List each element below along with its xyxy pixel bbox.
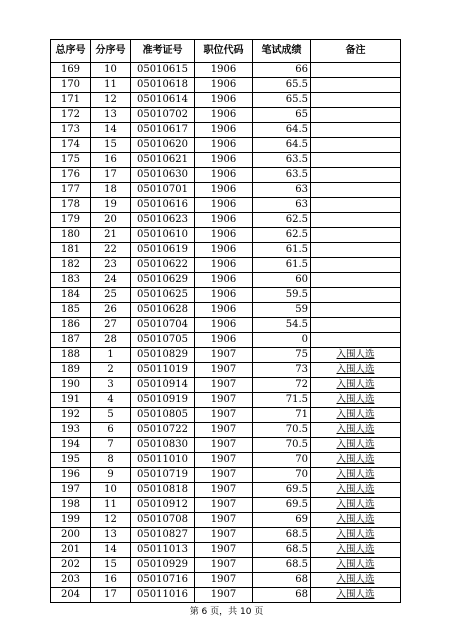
remark-cell: 入围人选: [311, 468, 401, 483]
sub-seq-cell: 19: [91, 198, 131, 213]
position-code-cell: 1907: [195, 558, 253, 573]
remark-cell: 入围人选: [311, 573, 401, 588]
exam-id-cell: 05010619: [131, 243, 195, 258]
written-score-cell: 63: [253, 183, 311, 198]
table-row: [51, 168, 401, 183]
table-row: [51, 468, 401, 483]
page-footer: 第 6 页，共 10 页: [189, 607, 264, 617]
table-row: [51, 183, 401, 198]
written-score-cell: 68.5: [253, 543, 311, 558]
remark-cell: 入围人选: [311, 558, 401, 573]
table-row: [51, 63, 401, 78]
position-code-cell: 1906: [195, 198, 253, 213]
remark-cell: [311, 63, 401, 78]
exam-id-cell: 05010914: [131, 378, 195, 393]
position-code-cell: 1906: [195, 168, 253, 183]
sub-seq-cell: 3: [91, 378, 131, 393]
exam-id-cell: 05010929: [131, 558, 195, 573]
total-seq-cell: 204: [51, 588, 91, 603]
remark-cell: [311, 318, 401, 333]
position-code-cell: 1907: [195, 348, 253, 363]
total-seq-cell: 188: [51, 348, 91, 363]
total-seq-cell: 172: [51, 108, 91, 123]
written-score-cell: 0: [253, 333, 311, 348]
table-row: [51, 108, 401, 123]
sub-seq-cell: 17: [91, 588, 131, 603]
table-body: [51, 63, 401, 603]
written-score-cell: 72: [253, 378, 311, 393]
sub-seq-cell: 5: [91, 408, 131, 423]
header-total-seq: 总序号: [51, 40, 91, 63]
sub-seq-cell: 15: [91, 558, 131, 573]
total-seq-cell: 180: [51, 228, 91, 243]
remark-cell: 入围人选: [311, 363, 401, 378]
position-code-cell: 1906: [195, 108, 253, 123]
written-score-cell: 61.5: [253, 243, 311, 258]
exam-id-cell: 05010621: [131, 153, 195, 168]
sub-seq-cell: 4: [91, 393, 131, 408]
table-row: [51, 588, 401, 603]
remark-cell: 入围人选: [311, 498, 401, 513]
total-seq-cell: 203: [51, 573, 91, 588]
remark-cell: [311, 108, 401, 123]
written-score-cell: 68.5: [253, 528, 311, 543]
sub-seq-cell: 22: [91, 243, 131, 258]
written-score-cell: 65.5: [253, 93, 311, 108]
position-code-cell: 1906: [195, 213, 253, 228]
sub-seq-cell: 21: [91, 228, 131, 243]
total-seq-cell: 200: [51, 528, 91, 543]
table-row: [51, 138, 401, 153]
written-score-cell: 62.5: [253, 228, 311, 243]
exam-id-cell: 05010830: [131, 438, 195, 453]
exam-id-cell: 05010614: [131, 93, 195, 108]
remark-cell: [311, 258, 401, 273]
table-row: [51, 483, 401, 498]
total-seq-cell: 181: [51, 243, 91, 258]
total-seq-cell: 171: [51, 93, 91, 108]
exam-id-cell: 05011010: [131, 453, 195, 468]
remark-cell: [311, 168, 401, 183]
remark-cell: [311, 333, 401, 348]
table-row: [51, 273, 401, 288]
total-seq-cell: 199: [51, 513, 91, 528]
position-code-cell: 1906: [195, 153, 253, 168]
total-seq-cell: 201: [51, 543, 91, 558]
table-row: [51, 378, 401, 393]
remark-cell: [311, 138, 401, 153]
total-seq-cell: 178: [51, 198, 91, 213]
header-exam-id: 准考证号: [131, 40, 195, 63]
table-row: [51, 198, 401, 213]
total-seq-cell: 196: [51, 468, 91, 483]
exam-id-cell: 05010623: [131, 213, 195, 228]
total-seq-cell: 179: [51, 213, 91, 228]
position-code-cell: 1906: [195, 228, 253, 243]
exam-id-cell: 05011016: [131, 588, 195, 603]
total-seq-cell: 189: [51, 363, 91, 378]
position-code-cell: 1907: [195, 543, 253, 558]
table-row: [51, 303, 401, 318]
remark-cell: [311, 303, 401, 318]
position-code-cell: 1907: [195, 588, 253, 603]
total-seq-cell: 173: [51, 123, 91, 138]
exam-id-cell: 05010829: [131, 348, 195, 363]
position-code-cell: 1906: [195, 273, 253, 288]
position-code-cell: 1906: [195, 63, 253, 78]
sub-seq-cell: 28: [91, 333, 131, 348]
total-seq-cell: 202: [51, 558, 91, 573]
total-seq-cell: 174: [51, 138, 91, 153]
exam-id-cell: 05010616: [131, 198, 195, 213]
table-row: [51, 453, 401, 468]
remark-cell: [311, 243, 401, 258]
exam-id-cell: 05010701: [131, 183, 195, 198]
written-score-cell: 59: [253, 303, 311, 318]
exam-id-cell: 05010610: [131, 228, 195, 243]
written-score-cell: 71.5: [253, 393, 311, 408]
header-position-code: 职位代码: [195, 40, 253, 63]
total-seq-cell: 176: [51, 168, 91, 183]
exam-id-cell: 05010722: [131, 423, 195, 438]
total-seq-cell: 194: [51, 438, 91, 453]
exam-id-cell: 05010615: [131, 63, 195, 78]
written-score-cell: 68: [253, 573, 311, 588]
sub-seq-cell: 16: [91, 153, 131, 168]
remark-cell: 入围人选: [311, 348, 401, 363]
position-code-cell: 1906: [195, 288, 253, 303]
table-row: [51, 228, 401, 243]
position-code-cell: 1906: [195, 123, 253, 138]
exam-id-cell: 05010617: [131, 123, 195, 138]
position-code-cell: 1906: [195, 303, 253, 318]
table-row: [51, 123, 401, 138]
position-code-cell: 1907: [195, 438, 253, 453]
sub-seq-cell: 27: [91, 318, 131, 333]
remark-cell: [311, 228, 401, 243]
position-code-cell: 1907: [195, 408, 253, 423]
sub-seq-cell: 18: [91, 183, 131, 198]
remark-cell: 入围人选: [311, 528, 401, 543]
total-seq-cell: 197: [51, 483, 91, 498]
sub-seq-cell: 2: [91, 363, 131, 378]
sub-seq-cell: 11: [91, 78, 131, 93]
remark-cell: 入围人选: [311, 543, 401, 558]
total-seq-cell: 186: [51, 318, 91, 333]
sub-seq-cell: 12: [91, 513, 131, 528]
header-remark: 备注: [311, 40, 401, 63]
written-score-cell: 70.5: [253, 423, 311, 438]
sub-seq-cell: 24: [91, 273, 131, 288]
exam-id-cell: 05010827: [131, 528, 195, 543]
position-code-cell: 1906: [195, 333, 253, 348]
remark-cell: [311, 213, 401, 228]
exam-id-cell: 05010805: [131, 408, 195, 423]
table-row: [51, 558, 401, 573]
written-score-cell: 64.5: [253, 123, 311, 138]
sub-seq-cell: 20: [91, 213, 131, 228]
remark-cell: 入围人选: [311, 513, 401, 528]
written-score-cell: 63.5: [253, 153, 311, 168]
position-code-cell: 1906: [195, 258, 253, 273]
written-score-cell: 73: [253, 363, 311, 378]
total-seq-cell: 190: [51, 378, 91, 393]
table-row: [51, 438, 401, 453]
exam-id-cell: 05010630: [131, 168, 195, 183]
sub-seq-cell: 26: [91, 303, 131, 318]
position-code-cell: 1906: [195, 138, 253, 153]
written-score-cell: 70: [253, 453, 311, 468]
written-score-cell: 65: [253, 108, 311, 123]
exam-id-cell: 05010716: [131, 573, 195, 588]
table-row: [51, 423, 401, 438]
exam-id-cell: 05011013: [131, 543, 195, 558]
remark-cell: 入围人选: [311, 438, 401, 453]
sub-seq-cell: 7: [91, 438, 131, 453]
table-row: [51, 153, 401, 168]
total-seq-cell: 177: [51, 183, 91, 198]
table-row: [51, 348, 401, 363]
sub-seq-cell: 12: [91, 93, 131, 108]
score-table: [50, 39, 401, 603]
written-score-cell: 59.5: [253, 288, 311, 303]
table-row: [51, 408, 401, 423]
remark-cell: [311, 288, 401, 303]
remark-cell: [311, 78, 401, 93]
position-code-cell: 1907: [195, 573, 253, 588]
written-score-cell: 54.5: [253, 318, 311, 333]
exam-id-cell: 05011019: [131, 363, 195, 378]
written-score-cell: 64.5: [253, 138, 311, 153]
remark-cell: 入围人选: [311, 408, 401, 423]
position-code-cell: 1906: [195, 243, 253, 258]
remark-cell: 入围人选: [311, 588, 401, 603]
position-code-cell: 1907: [195, 528, 253, 543]
table-row: [51, 543, 401, 558]
sub-seq-cell: 14: [91, 123, 131, 138]
position-code-cell: 1907: [195, 513, 253, 528]
exam-id-cell: 05010618: [131, 78, 195, 93]
written-score-cell: 68.5: [253, 558, 311, 573]
written-score-cell: 75: [253, 348, 311, 363]
written-score-cell: 70: [253, 468, 311, 483]
table-row: [51, 393, 401, 408]
position-code-cell: 1907: [195, 498, 253, 513]
position-code-cell: 1906: [195, 93, 253, 108]
written-score-cell: 69.5: [253, 498, 311, 513]
exam-id-cell: 05010622: [131, 258, 195, 273]
sub-seq-cell: 16: [91, 573, 131, 588]
written-score-cell: 70.5: [253, 438, 311, 453]
table-row: [51, 288, 401, 303]
remark-cell: [311, 273, 401, 288]
header-row: [51, 40, 401, 63]
total-seq-cell: 175: [51, 153, 91, 168]
written-score-cell: 61.5: [253, 258, 311, 273]
position-code-cell: 1906: [195, 318, 253, 333]
sub-seq-cell: 25: [91, 288, 131, 303]
total-seq-cell: 170: [51, 78, 91, 93]
written-score-cell: 69.5: [253, 483, 311, 498]
written-score-cell: 63.5: [253, 168, 311, 183]
table-row: [51, 513, 401, 528]
position-code-cell: 1907: [195, 363, 253, 378]
sub-seq-cell: 13: [91, 108, 131, 123]
position-code-cell: 1906: [195, 183, 253, 198]
header-sub-seq: 分序号: [91, 40, 131, 63]
written-score-cell: 63: [253, 198, 311, 213]
sub-seq-cell: 6: [91, 423, 131, 438]
table-row: [51, 93, 401, 108]
header-written-score: 笔试成绩: [253, 40, 311, 63]
table-header: [51, 40, 401, 63]
remark-cell: [311, 183, 401, 198]
written-score-cell: 66: [253, 63, 311, 78]
sub-seq-cell: 14: [91, 543, 131, 558]
exam-id-cell: 05010628: [131, 303, 195, 318]
exam-id-cell: 05010625: [131, 288, 195, 303]
position-code-cell: 1907: [195, 393, 253, 408]
sub-seq-cell: 1: [91, 348, 131, 363]
written-score-cell: 71: [253, 408, 311, 423]
position-code-cell: 1906: [195, 78, 253, 93]
remark-cell: 入围人选: [311, 378, 401, 393]
table-row: [51, 243, 401, 258]
exam-id-cell: 05010719: [131, 468, 195, 483]
remark-cell: 入围人选: [311, 453, 401, 468]
total-seq-cell: 169: [51, 63, 91, 78]
position-code-cell: 1907: [195, 483, 253, 498]
table-row: [51, 258, 401, 273]
sub-seq-cell: 13: [91, 528, 131, 543]
remark-cell: [311, 153, 401, 168]
total-seq-cell: 198: [51, 498, 91, 513]
exam-id-cell: 05010629: [131, 273, 195, 288]
table-row: [51, 318, 401, 333]
total-seq-cell: 185: [51, 303, 91, 318]
exam-id-cell: 05010620: [131, 138, 195, 153]
sub-seq-cell: 11: [91, 498, 131, 513]
remark-cell: 入围人选: [311, 423, 401, 438]
total-seq-cell: 182: [51, 258, 91, 273]
total-seq-cell: 183: [51, 273, 91, 288]
written-score-cell: 68: [253, 588, 311, 603]
exam-id-cell: 05010912: [131, 498, 195, 513]
written-score-cell: 62.5: [253, 213, 311, 228]
remark-cell: [311, 198, 401, 213]
written-score-cell: 69: [253, 513, 311, 528]
sub-seq-cell: 23: [91, 258, 131, 273]
position-code-cell: 1907: [195, 378, 253, 393]
remark-cell: 入围人选: [311, 393, 401, 408]
exam-id-cell: 05010919: [131, 393, 195, 408]
total-seq-cell: 192: [51, 408, 91, 423]
written-score-cell: 65.5: [253, 78, 311, 93]
sub-seq-cell: 10: [91, 483, 131, 498]
sub-seq-cell: 8: [91, 453, 131, 468]
table-row: [51, 498, 401, 513]
exam-id-cell: 05010708: [131, 513, 195, 528]
position-code-cell: 1907: [195, 453, 253, 468]
table-row: [51, 78, 401, 93]
table-row: [51, 528, 401, 543]
remark-cell: 入围人选: [311, 483, 401, 498]
position-code-cell: 1907: [195, 468, 253, 483]
exam-id-cell: 05010705: [131, 333, 195, 348]
remark-cell: [311, 123, 401, 138]
sub-seq-cell: 15: [91, 138, 131, 153]
total-seq-cell: 193: [51, 423, 91, 438]
table-row: [51, 213, 401, 228]
table-row: [51, 363, 401, 378]
sub-seq-cell: 10: [91, 63, 131, 78]
exam-id-cell: 05010702: [131, 108, 195, 123]
written-score-cell: 60: [253, 273, 311, 288]
remark-cell: [311, 93, 401, 108]
table-row: [51, 333, 401, 348]
exam-id-cell: 05010704: [131, 318, 195, 333]
total-seq-cell: 195: [51, 453, 91, 468]
sub-seq-cell: 17: [91, 168, 131, 183]
sub-seq-cell: 9: [91, 468, 131, 483]
table-row: [51, 573, 401, 588]
total-seq-cell: 184: [51, 288, 91, 303]
total-seq-cell: 191: [51, 393, 91, 408]
position-code-cell: 1907: [195, 423, 253, 438]
total-seq-cell: 187: [51, 333, 91, 348]
exam-id-cell: 05010818: [131, 483, 195, 498]
